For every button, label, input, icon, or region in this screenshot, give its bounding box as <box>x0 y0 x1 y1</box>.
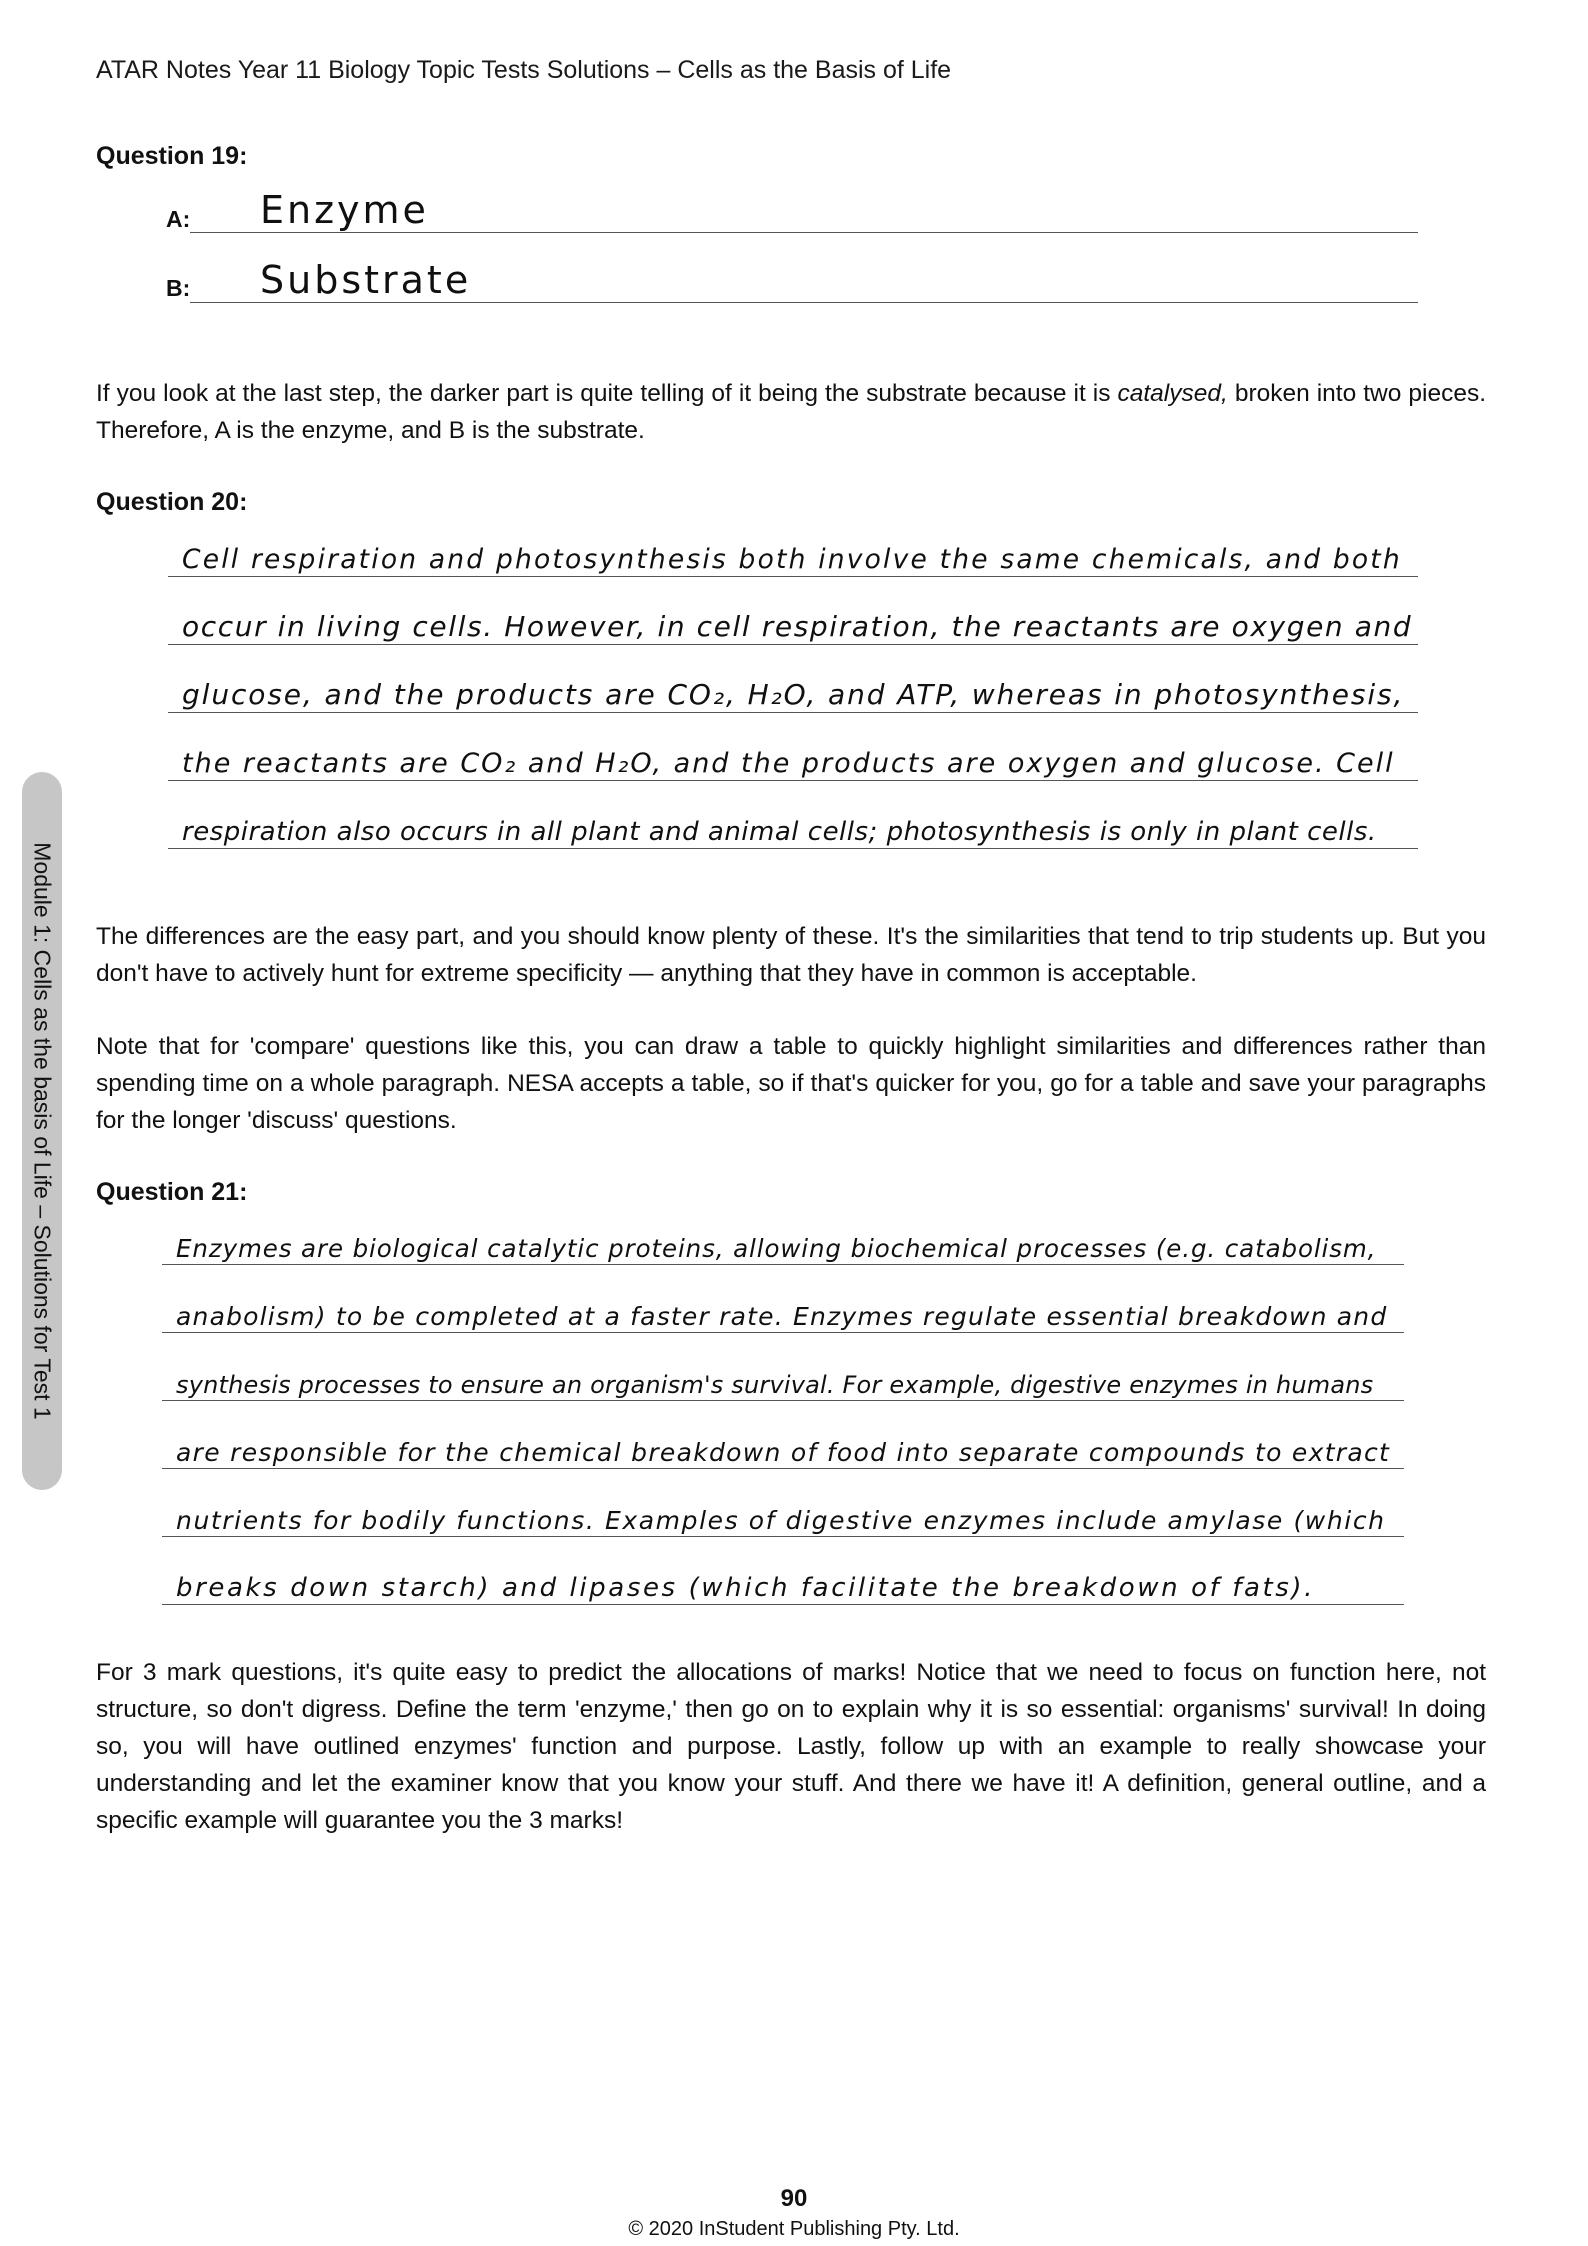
q21-answer-line: breaks down starch) and lipases (which facilitate the breakdown of fats). <box>162 1548 1404 1605</box>
answer-b-line <box>190 254 1418 303</box>
q20-answer-line: glucose, and the products are CO₂, H₂O, and ATP, whereas in photosynthesis, <box>168 656 1418 713</box>
running-header: ATAR Notes Year 11 Biology Topic Tests Solutions – Cells as the Basis of Life <box>96 56 952 84</box>
emphasis-catalysed: catalysed, <box>1117 380 1228 407</box>
answer-a-label: A: <box>166 206 191 232</box>
question-20-explanation-2: Note that for 'compare' questions like this, you can draw a table to quickly highlight similarities and differences rather than spending time on a whole paragraph. NESA accepts a table, so if that's quicker for you, go for a table and save your paragraphs for the longer 'discuss' questions. <box>96 1033 1486 1134</box>
question-20-explanation-1: The differences are the easy part, and you should know plenty of these. It's the similarities that tend to trip students up. But you don't have to actively hunt for extreme specificity — anything that they have in common is acceptable. <box>96 923 1486 987</box>
q21-answer-line: anabolism) to be completed at a faster rate. Enzymes regulate essential breakdown and <box>162 1276 1404 1333</box>
answer-b-handwriting: Substrate <box>260 258 472 302</box>
answer-a-handwriting: Enzyme <box>260 188 429 232</box>
page-number: 90 <box>780 2185 808 2212</box>
question-19-explanation: If you look at the last step, the darker part is quite telling of it being the substrate because it is catalysed, broken into two pieces. Therefore, A is the enzyme, and B is the substrate. <box>96 380 1486 444</box>
q20-answer-line: Cell respiration and photosynthesis both involve the same chemicals, and both <box>168 520 1418 577</box>
q20-answer-line: the reactants are CO₂ and H₂O, and the products are oxygen and glucose. Cell <box>168 724 1418 781</box>
q21-answer-line: synthesis processes to ensure an organism's survival. For example, digestive enzymes in humans <box>162 1344 1404 1401</box>
answer-a-line <box>190 184 1418 233</box>
question-21-explanation: For 3 mark questions, it's quite easy to predict the allocations of marks! Notice that we need to focus on function here, not structure, so don't digress. Define the term 'enzyme,' then go on to explain why it is so essential: organisms' survival! In doing so, you will have outlined enzymes' function and purpose. Lastly, follow up with an example to really showcase your understanding and let the examiner know that you know your stuff. And there we have it! A definition, general outline, and a specific example will guarantee you the 3 marks! <box>96 1659 1486 1834</box>
q21-answer-line: are responsible for the chemical breakdown of food into separate compounds to extract <box>162 1412 1404 1469</box>
q21-answer-line: Enzymes are biological catalytic proteins, allowing biochemical processes (e.g. catabolism, <box>162 1208 1404 1265</box>
question-21-heading: Question 21: <box>96 1178 248 1206</box>
q21-answer-line: nutrients for bodily functions. Examples of digestive enzymes include amylase (which <box>162 1480 1404 1537</box>
copyright-notice: © 2020 InStudent Publishing Pty. Ltd. <box>628 2218 960 2240</box>
answer-b-label: B: <box>166 275 191 301</box>
question-19-heading: Question 19: <box>96 142 248 170</box>
q20-answer-line: respiration also occurs in all plant and animal cells; photosynthesis is only in plant cells. <box>168 792 1418 849</box>
question-20-heading: Question 20: <box>96 488 248 516</box>
module-side-tab-label: Module 1: Cells as the basis of Life – Solutions for Test 1 <box>29 842 56 1420</box>
q20-answer-line: occur in living cells. However, in cell respiration, the reactants are oxygen and <box>168 588 1418 645</box>
